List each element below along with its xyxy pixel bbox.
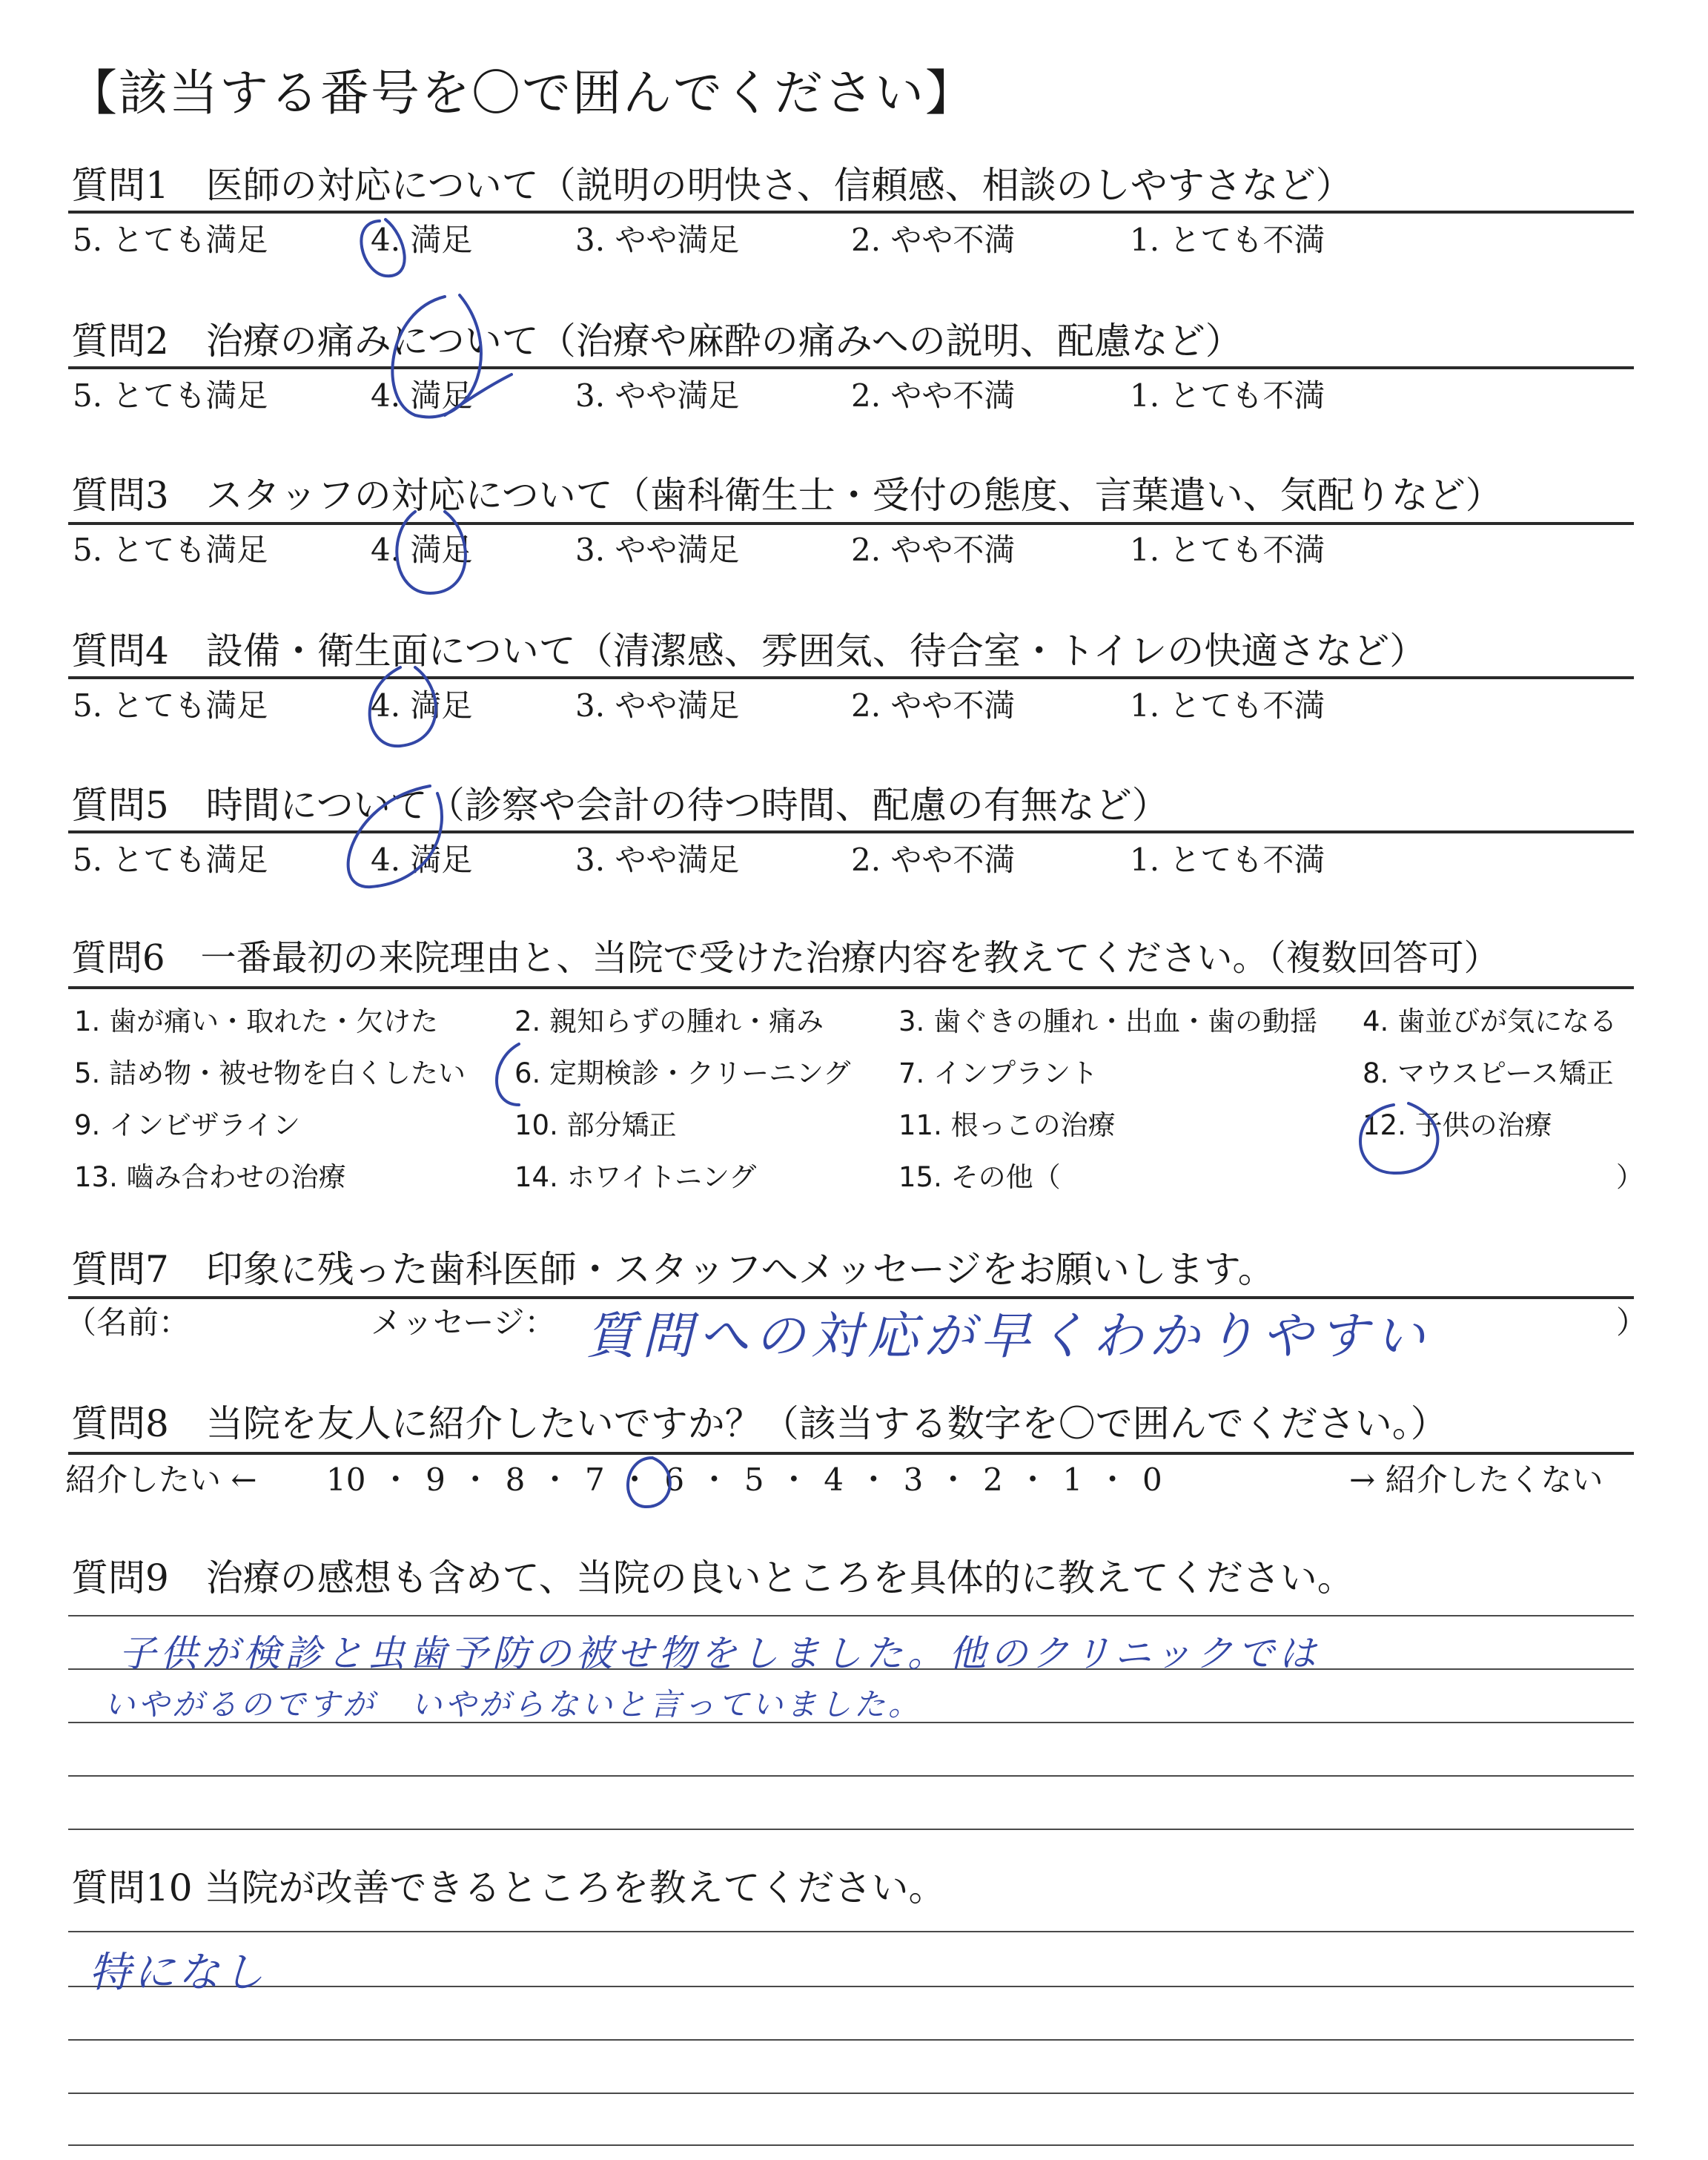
q6-option-11[interactable]: 11. 根っこの治療 xyxy=(898,1109,1116,1141)
q6-option-10[interactable]: 10. 部分矯正 xyxy=(514,1109,677,1141)
q6-option-5[interactable]: 5. 詰め物・被せ物を白くしたい xyxy=(74,1057,466,1089)
q9-answer-line xyxy=(68,1775,1634,1777)
question-1-heading: 質問1 医師の対応について（説明の明快さ、信頼感、相談のしやすさなど） xyxy=(71,164,1353,207)
page-title: 【該当する番号を〇で囲んでください】 xyxy=(68,65,976,122)
question-4-rule xyxy=(68,676,1634,679)
question-1-rule xyxy=(68,211,1634,214)
q1-option-4[interactable]: 4. 満足 xyxy=(371,222,473,258)
question-8-rule xyxy=(68,1452,1634,1455)
question-9-heading: 質問9 治療の感想も含めて、当院の良いところを具体的に教えてください。 xyxy=(71,1556,1354,1599)
question-4-heading: 質問4 設備・衛生面について（清潔感、雰囲気、待合室・トイレの快適さなど） xyxy=(71,630,1427,673)
q6-option-12[interactable]: 12. 子供の治療 xyxy=(1363,1109,1552,1141)
question-2-rule xyxy=(68,366,1634,369)
q7-close-paren: ） xyxy=(1616,1304,1648,1341)
q5-option-2[interactable]: 2. やや不満 xyxy=(851,842,1016,878)
q10-answer-line xyxy=(68,1986,1634,1987)
q6-option-2[interactable]: 2. 親知らずの腫れ・痛み xyxy=(514,1005,824,1037)
q10-answer-line xyxy=(68,2039,1634,2041)
q4-option-1[interactable]: 1. とても不満 xyxy=(1130,687,1325,724)
q6-option-4[interactable]: 4. 歯並びが気になる xyxy=(1363,1005,1618,1037)
q6-option-3[interactable]: 3. 歯ぐきの腫れ・出血・歯の動揺 xyxy=(898,1005,1318,1037)
q7-message-handwritten[interactable]: 質問への対応が早くわかりやすい xyxy=(586,1307,1431,1366)
q6-other-close-paren: ） xyxy=(1616,1161,1644,1193)
q6-option-8[interactable]: 8. マウスピース矯正 xyxy=(1363,1057,1614,1089)
q4-option-2[interactable]: 2. やや不満 xyxy=(851,687,1016,724)
q6-option-14[interactable]: 14. ホワイトニング xyxy=(514,1161,757,1193)
question-5-heading: 質問5 時間について（診察や会計の待つ時間、配慮の有無など） xyxy=(71,784,1169,827)
question-6-rule xyxy=(68,986,1634,989)
q3-option-1[interactable]: 1. とても不満 xyxy=(1130,532,1325,568)
q6-option-15[interactable]: 15. その他（ xyxy=(898,1161,1061,1193)
q6-option-13[interactable]: 13. 嚙み合わせの治療 xyxy=(74,1161,346,1193)
question-5-rule xyxy=(68,830,1634,833)
q4-option-3[interactable]: 3. やや満足 xyxy=(575,687,740,724)
q6-option-1[interactable]: 1. 歯が痛い・取れた・欠けた xyxy=(74,1005,439,1037)
question-8-heading: 質問8 当院を友人に紹介したいですか？（該当する数字を〇で囲んでください。） xyxy=(71,1402,1448,1445)
q1-option-2[interactable]: 2. やや不満 xyxy=(851,222,1016,258)
q6-option-7[interactable]: 7. インプラント xyxy=(898,1057,1099,1089)
q9-answer-handwritten-line-2[interactable]: いやがるのですが いやがらないと言っていました。 xyxy=(104,1686,923,1723)
q6-option-9[interactable]: 9. インビザライン xyxy=(74,1109,300,1141)
q9-answer-handwritten-line-1[interactable]: 子供が検診と虫歯予防の被せ物をしました。他のクリニックでは xyxy=(119,1632,1320,1675)
question-10-heading: 質問10 当院が改善できるところを教えてください。 xyxy=(71,1866,946,1909)
q7-name-label: （名前： xyxy=(65,1304,191,1341)
q9-answer-line xyxy=(68,1829,1634,1830)
question-3-heading: 質問3 スタッフの対応について（歯科衛生士・受付の態度、言葉遣い、気配りなど） xyxy=(71,474,1503,517)
q3-option-5[interactable]: 5. とても満足 xyxy=(73,532,268,568)
q5-option-1[interactable]: 1. とても不満 xyxy=(1130,842,1325,878)
question-6-heading: 質問6 一番最初の来院理由と、当院で受けた治療内容を教えてください。（複数回答可） xyxy=(71,937,1500,979)
q3-option-4[interactable]: 4. 満足 xyxy=(371,532,473,568)
q8-number-scale[interactable]: 10 ・ 9 ・ 8 ・ 7 ・ 6 ・ 5 ・ 4 ・ 3 ・ 2 ・ 1 ・ 0 xyxy=(326,1462,1162,1498)
q5-option-5[interactable]: 5. とても満足 xyxy=(73,842,268,878)
q6-option-6[interactable]: 6. 定期検診・クリーニング xyxy=(514,1057,851,1089)
q5-option-3[interactable]: 3. やや満足 xyxy=(575,842,740,878)
q5-option-4[interactable]: 4. 満足 xyxy=(371,842,473,878)
q1-option-1[interactable]: 1. とても不満 xyxy=(1130,222,1325,258)
question-2-heading: 質問2 治療の痛みについて（治療や麻酔の痛みへの説明、配慮など） xyxy=(71,320,1242,363)
q7-message-label: メッセージ： xyxy=(371,1304,556,1341)
q3-option-2[interactable]: 2. やや不満 xyxy=(851,532,1016,568)
q2-option-2[interactable]: 2. やや不満 xyxy=(851,377,1016,414)
q9-answer-line xyxy=(68,1615,1634,1616)
q3-option-3[interactable]: 3. やや満足 xyxy=(575,532,740,568)
q1-option-3[interactable]: 3. やや満足 xyxy=(575,222,740,258)
q4-option-4[interactable]: 4. 満足 xyxy=(371,687,473,724)
q10-answer-handwritten[interactable]: 特になし xyxy=(89,1949,267,1997)
q2-option-5[interactable]: 5. とても満足 xyxy=(73,377,268,414)
q8-right-label: → 紹介したくない xyxy=(1349,1462,1603,1498)
question-7-heading: 質問7 印象に残った歯科医師・スタッフへメッセージをお願いします。 xyxy=(71,1248,1275,1291)
q8-left-label: 紹介したい ← xyxy=(65,1462,257,1498)
q2-option-4[interactable]: 4. 満足 xyxy=(371,377,473,414)
q2-option-1[interactable]: 1. とても不満 xyxy=(1130,377,1325,414)
q2-option-3[interactable]: 3. やや満足 xyxy=(575,377,740,414)
question-3-rule xyxy=(68,522,1634,525)
q10-answer-line xyxy=(68,1931,1634,1932)
q4-option-5[interactable]: 5. とても満足 xyxy=(73,687,268,724)
q10-answer-line xyxy=(68,2144,1634,2146)
q10-answer-line xyxy=(68,2093,1634,2094)
q1-option-5[interactable]: 5. とても満足 xyxy=(73,222,268,258)
